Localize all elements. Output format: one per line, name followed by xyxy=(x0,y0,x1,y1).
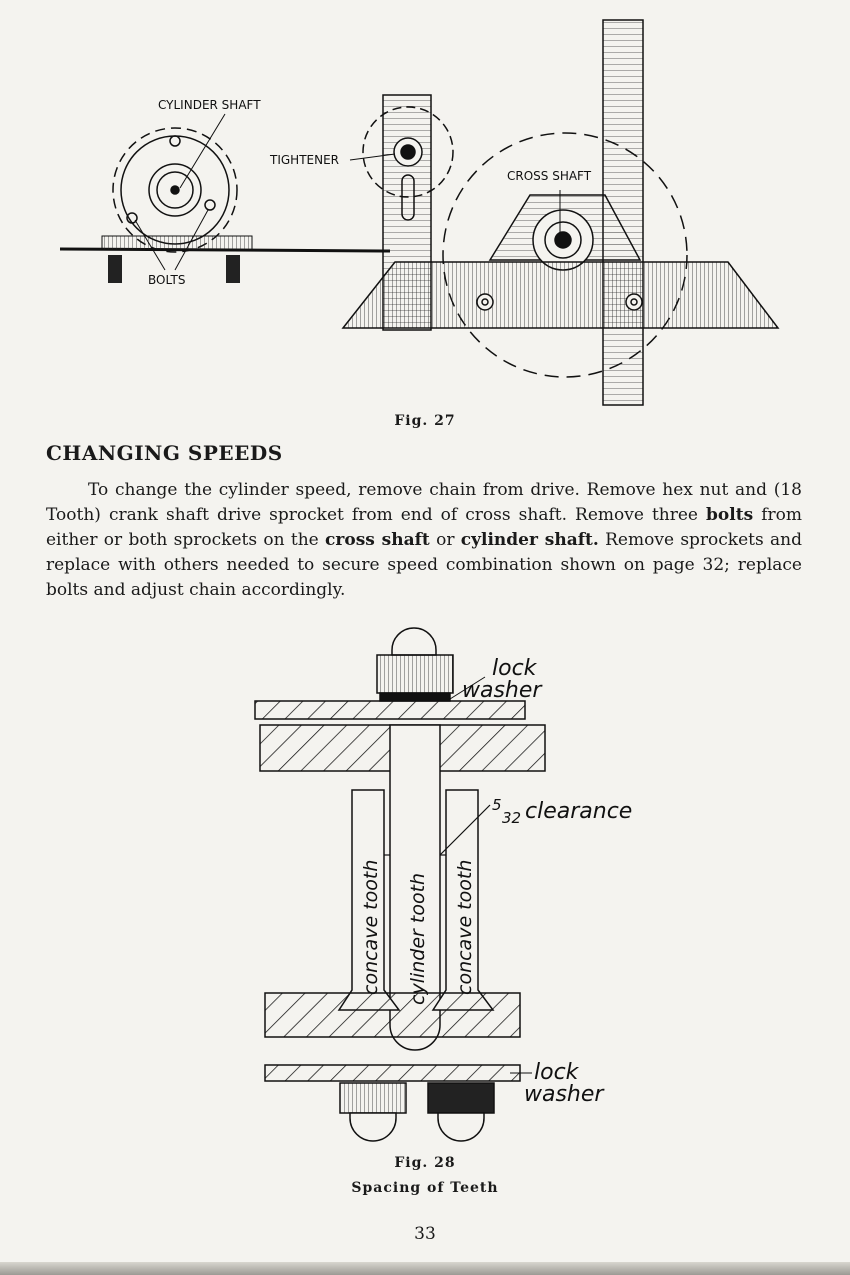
label-concave-tooth-right: concave tooth xyxy=(454,859,476,995)
label-lock-washer-top-2: washer xyxy=(462,678,542,703)
label-lock-washer-bottom-2: washer xyxy=(524,1082,604,1107)
label-lock-washer-bottom-1: lock xyxy=(534,1060,579,1085)
instruction-paragraph xyxy=(46,478,802,603)
cylinder-base-bracket xyxy=(102,236,252,250)
para-seg-2: from either or both sprockets on the xyxy=(46,505,802,550)
fig27-sprocket-drive-illustration xyxy=(40,10,810,410)
para-seg-4: or xyxy=(429,530,461,550)
para-bold-cylinder-shaft: cylinder shaft. xyxy=(460,530,599,550)
label-clearance: clearance xyxy=(525,799,633,824)
page-number: 33 xyxy=(414,1224,436,1244)
label-tightener: TIGHTENER xyxy=(270,153,339,167)
bottom-concave-bar xyxy=(265,993,520,1037)
cross-shaft-base xyxy=(343,262,778,328)
label-clearance-denominator: 32 xyxy=(502,809,522,827)
cylinder-shaft-sprocket xyxy=(113,128,237,252)
label-concave-tooth-left: concave tooth xyxy=(360,859,382,995)
top-nut xyxy=(377,628,453,701)
label-lock-washer-top-1: lock xyxy=(492,656,537,681)
label-cross-shaft: CROSS SHAFT xyxy=(507,169,592,183)
label-clearance-numerator: 5 xyxy=(492,796,502,814)
top-washer xyxy=(255,701,525,719)
page-bottom-edge xyxy=(0,1262,850,1275)
para-bold-bolts: bolts xyxy=(706,505,754,525)
bottom-nuts xyxy=(340,1083,494,1141)
label-bolts: BOLTS xyxy=(148,273,186,287)
para-seg-0: To change the cylinder speed, remove chain from drive. Remove hex nut and (18 Tooth) crank shaft drive sprocket from end of cross shaft. Remove three xyxy=(46,480,802,525)
label-cylinder-shaft: CYLINDER SHAFT xyxy=(158,98,261,112)
fig28-teeth-spacing-illustration xyxy=(240,605,660,1150)
fig27-caption: Fig. 27 xyxy=(394,413,456,429)
bottom-washer xyxy=(265,1065,520,1081)
para-seg-6: Remove sprockets and replace with others needed to secure speed combination shown on page 32; replace bolts and adjust chain accordingly. xyxy=(46,530,803,600)
fig28-caption: Fig. 28 xyxy=(394,1155,456,1171)
section-heading: CHANGING SPEEDS xyxy=(46,441,283,465)
label-cylinder-tooth: cylinder tooth xyxy=(407,872,429,1005)
para-bold-cross-shaft: cross shaft xyxy=(325,530,430,550)
fig28-subcaption: Spacing of Teeth xyxy=(351,1180,499,1196)
